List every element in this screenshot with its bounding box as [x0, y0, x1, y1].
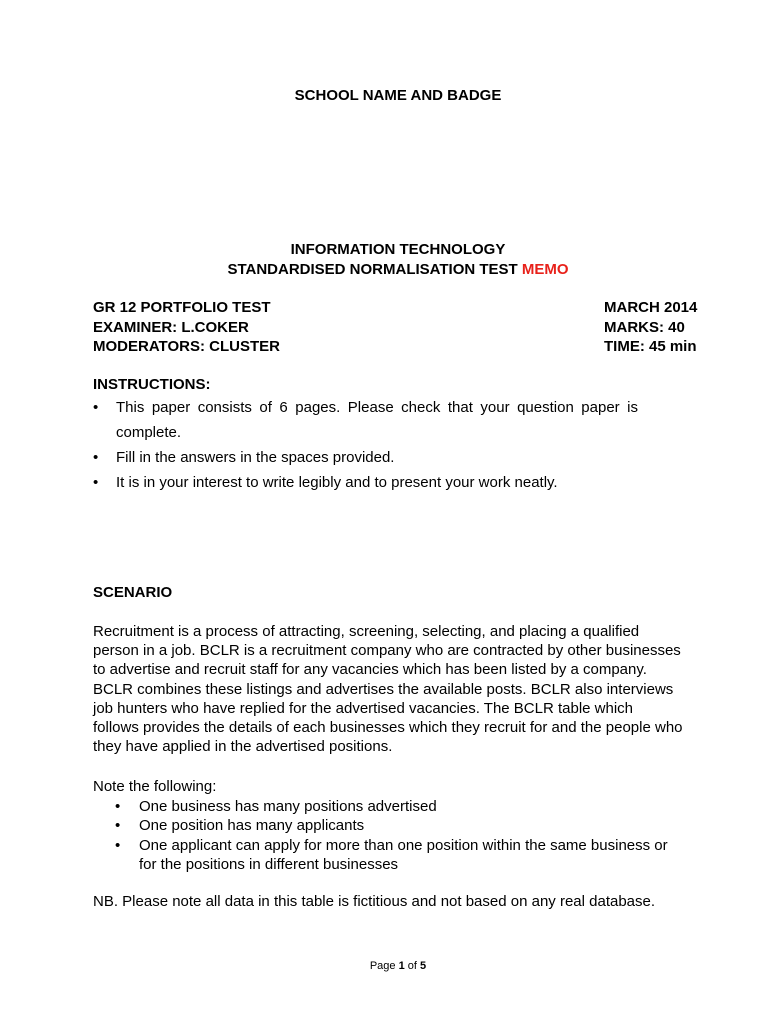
nb-note: NB. Please note all data in this table is fictitious and not based on any real database. [93, 893, 656, 910]
note-text: One position has many applicants [139, 817, 365, 834]
list-item [93, 816, 713, 836]
note-text: One business has many positions advertised [139, 797, 437, 815]
meta-row [93, 318, 701, 338]
list-item [93, 836, 713, 856]
list-item [93, 395, 638, 445]
list-item [93, 797, 713, 817]
paragraph-line: follows provides the details of each businesses which they recruit for and the people who [93, 719, 683, 737]
meta-date: MARCH 2014 [604, 299, 698, 316]
paragraph-line: BCLR combines these listings and advertises the available posts. BCLR also interviews [93, 680, 674, 698]
memo-label: MEMO [521, 261, 569, 278]
paragraph-line: to advertise and recruit staff for any vacancies which has been listed by a company. [93, 661, 647, 679]
meta-examiner: EXAMINER: L.COKER [93, 318, 249, 336]
scenario-paragraph [93, 622, 713, 756]
subject-title: INFORMATION TECHNOLOGY [290, 241, 506, 258]
scenario-heading: SCENARIO [93, 584, 173, 601]
note-heading: Note the following: [93, 778, 217, 795]
paragraph-line: Recruitment is a process of attracting, screening, selecting, and placing a qualified [93, 623, 640, 640]
paragraph-line: they have applied in the advertised positions. [93, 738, 393, 756]
test-meta-info [93, 298, 701, 357]
instructions-section [93, 375, 638, 495]
note-list [93, 797, 713, 875]
note-section [93, 777, 713, 875]
instructions-heading: INSTRUCTIONS: [93, 376, 211, 393]
meta-time: TIME: 45 min [604, 338, 697, 355]
school-name-heading: SCHOOL NAME AND BADGE [294, 87, 502, 104]
list-item [93, 470, 638, 495]
bullet-icon: • [115, 797, 121, 815]
bullet-icon: • [93, 449, 99, 466]
instruction-text: Fill in the answers in the spaces provided. [116, 449, 395, 466]
meta-grade: GR 12 PORTFOLIO TEST [93, 299, 271, 316]
page-current: 1 [398, 960, 405, 972]
instructions-list [93, 395, 638, 495]
meta-moderators: MODERATORS: CLUSTER [93, 338, 280, 355]
page-word: Page [369, 960, 396, 972]
paragraph-line: person in a job. BCLR is a recruitment company who are contracted by other businesses [93, 642, 681, 660]
bullet-icon: • [115, 817, 121, 834]
note-text: One applicant can apply for more than one position within the same business or [139, 836, 668, 854]
list-item [93, 445, 638, 470]
meta-row [93, 298, 701, 318]
of-word: of [407, 960, 417, 972]
note-text: for the positions in different businesses [139, 856, 399, 873]
test-title-block [0, 240, 768, 280]
instruction-text: This paper consists of 6 pages. Please check that your question paper is complete. [116, 399, 638, 441]
meta-marks: MARKS: 40 [604, 318, 685, 336]
bullet-icon: • [115, 836, 121, 854]
instruction-text: It is in your interest to write legibly and to present your work neatly. [116, 474, 558, 491]
paragraph-line: job hunters who have replied for the advertised vacancies. The BCLR table which [93, 699, 634, 717]
list-item-continuation [93, 855, 713, 875]
bullet-icon: • [93, 399, 99, 416]
bullet-icon: • [93, 474, 99, 491]
test-name: STANDARDISED NORMALISATION TEST [227, 261, 518, 278]
test-title [0, 260, 768, 280]
meta-row [93, 337, 701, 357]
page-footer [0, 960, 768, 972]
page-total: 5 [420, 960, 427, 972]
